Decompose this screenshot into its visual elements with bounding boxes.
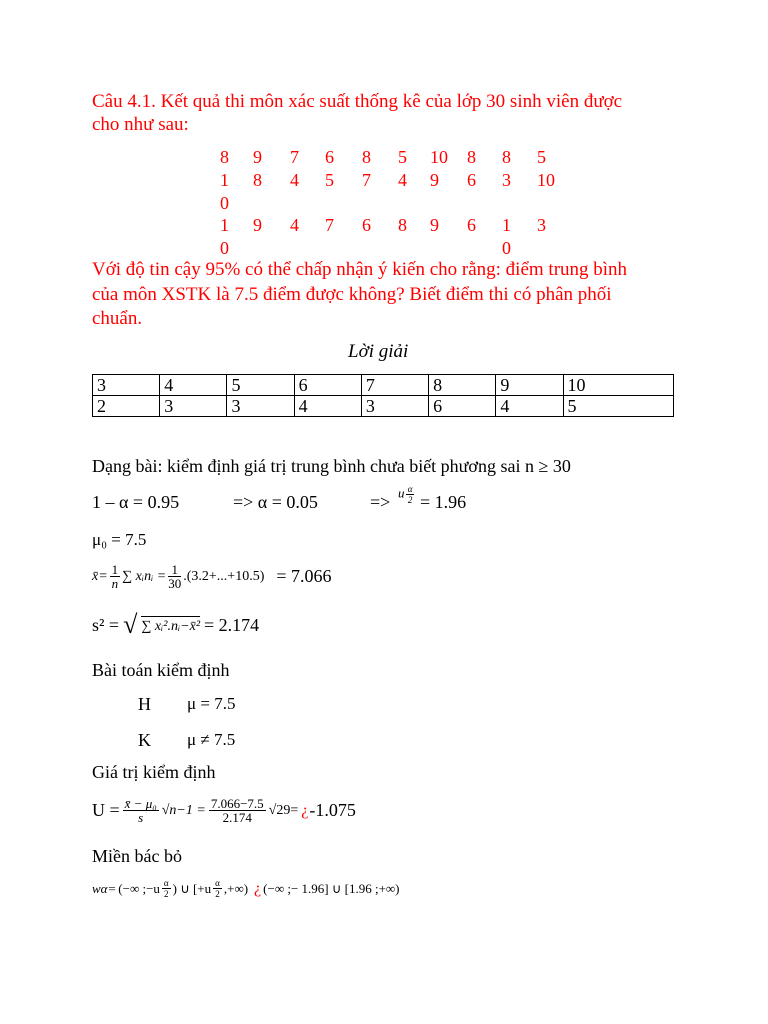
- u-symbol: [398, 484, 414, 505]
- data-value: 6: [325, 147, 334, 167]
- data-value: 9: [430, 215, 439, 235]
- table-cell: 3: [93, 375, 160, 396]
- table-cell: 4: [496, 396, 563, 417]
- table-cell: 10: [563, 375, 673, 396]
- mean-frac-1: [110, 563, 121, 590]
- table-cell: 4: [294, 396, 361, 417]
- table-cell: 6: [429, 396, 496, 417]
- statistic-sqrt-1: √n−1 =: [161, 802, 206, 818]
- frac-bottom: n: [111, 576, 119, 591]
- frequency-table: [92, 374, 674, 417]
- alpha-half-fraction: [406, 484, 415, 505]
- variance-lhs: s² =: [92, 614, 120, 635]
- data-value: 6: [467, 170, 476, 190]
- alpha-line-c: =>: [370, 492, 391, 512]
- data-value: 8: [502, 147, 511, 167]
- alpha-top: α: [215, 878, 220, 888]
- data-value: 4: [398, 170, 407, 190]
- mean-frac-2: [168, 563, 181, 590]
- table-cell: 3: [227, 396, 294, 417]
- w-part-3: ,+∞): [223, 880, 249, 896]
- statistic-sqrt-2: √29=: [268, 802, 299, 818]
- data-value: 7: [325, 215, 334, 235]
- alpha-top: α: [163, 878, 169, 888]
- data-value: 3: [537, 215, 546, 235]
- rejection-heading: Miền bác bỏ: [92, 846, 182, 866]
- variance-value: = 2.174: [204, 614, 260, 635]
- alpha-top: α: [407, 484, 413, 494]
- glitch-char: ¿: [301, 801, 309, 819]
- statistic-value: -1.075: [309, 800, 356, 820]
- data-value: 9: [430, 170, 439, 190]
- data-value: 9: [253, 147, 262, 167]
- w-lhs: wα=: [92, 880, 117, 896]
- table-row-values: [93, 375, 674, 396]
- problem-type: Dạng bài: kiểm định giá trị trung bình chưa biết phương sai n ≥ 30: [92, 456, 571, 476]
- data-value: 4: [290, 170, 299, 190]
- alpha-bottom: 2: [407, 495, 413, 505]
- variance-line: [92, 612, 259, 638]
- table-row-counts: [93, 396, 674, 417]
- table-cell: 2: [93, 396, 160, 417]
- data-value: 8: [362, 147, 371, 167]
- data-value: 5: [537, 147, 546, 167]
- frac-top: 7.066−7.5: [210, 796, 264, 811]
- mean-line: [92, 563, 332, 590]
- w-part-4: (−∞ ;− 1.96] ∪ [1.96 ;+∞): [263, 880, 400, 896]
- table-cell: 8: [429, 375, 496, 396]
- data-value: 10: [430, 147, 448, 167]
- frac-top: 1: [168, 563, 181, 577]
- hypothesis-k-label: K: [138, 730, 151, 750]
- hypothesis-h-label: H: [138, 694, 151, 714]
- problem-heading: Bài toán kiểm định: [92, 660, 230, 680]
- statistic-line: [92, 797, 356, 824]
- frac-bottom: 2.174: [222, 810, 252, 825]
- table-cell: 3: [361, 396, 428, 417]
- alpha-line-b: => α = 0.05: [233, 492, 318, 512]
- data-value: 8: [220, 147, 229, 167]
- variance-expr: ∑ xᵢ².nᵢ−x̄²: [141, 616, 200, 635]
- data-value: 9: [253, 215, 262, 235]
- table-cell: 4: [160, 375, 227, 396]
- data-value: 6: [362, 215, 371, 235]
- w-part-1: (−∞ ;−u: [118, 880, 160, 896]
- frac-bottom: 30: [168, 576, 182, 591]
- w-part-2: ) ∪ [+u: [172, 880, 212, 896]
- statistic-frac-1: [123, 797, 159, 824]
- glitch-char: ¿: [254, 879, 262, 897]
- data-value: 5: [325, 170, 334, 190]
- frac-top: x̄ − μ₀: [124, 796, 157, 811]
- table-cell: 6: [294, 375, 361, 396]
- question-line-2: cho như sau:: [92, 114, 189, 135]
- data-value: 1: [220, 215, 229, 235]
- table-cell: 9: [496, 375, 563, 396]
- statistic-frac-2: [209, 797, 266, 824]
- data-value: 0: [502, 238, 511, 258]
- question-line-4: của môn XSTK là 7.5 điểm được không? Biết điểm thi có phân phối: [92, 284, 612, 305]
- data-value: 5: [398, 147, 407, 167]
- table-cell: 5: [563, 396, 673, 417]
- alpha-value: = 1.96: [420, 492, 467, 512]
- table-cell: 3: [160, 396, 227, 417]
- u-letter: u: [398, 485, 405, 501]
- question-line-5: chuẩn.: [92, 308, 143, 329]
- data-value: 1: [220, 170, 229, 190]
- frac-top: 1: [111, 562, 119, 577]
- mean-expr: .(3.2+...+10.5): [183, 568, 265, 584]
- hypothesis-h-expr: μ = 7.5: [187, 694, 236, 713]
- data-value: 8: [467, 147, 476, 167]
- data-value: 8: [253, 170, 262, 190]
- table-cell: 5: [227, 375, 294, 396]
- mean-mid: ∑ xᵢnᵢ =: [122, 568, 167, 584]
- hypothesis-k-expr: μ ≠ 7.5: [187, 730, 236, 749]
- alpha-half-fraction: [213, 878, 222, 899]
- data-value: 10: [537, 170, 555, 190]
- question-line-3: Với độ tin cậy 95% có thể chấp nhận ý kiến cho rằng: điểm trung bình: [92, 259, 628, 280]
- data-value: 6: [467, 215, 476, 235]
- data-value: 0: [220, 193, 229, 213]
- statistic-lhs: U =: [92, 800, 120, 820]
- solution-title: Lời giải: [348, 341, 409, 362]
- data-value: 8: [398, 215, 407, 235]
- frac-bottom: s: [138, 810, 144, 825]
- rejection-region-line: [92, 878, 400, 899]
- alpha-bottom: 2: [215, 889, 220, 899]
- question-line-1: Câu 4.1. Kết quả thi môn xác suất thống kê của lớp 30 sinh viên được: [92, 91, 623, 112]
- mean-lhs: x̄=: [92, 568, 108, 584]
- test-heading: Giá trị kiểm định: [92, 762, 216, 782]
- data-value: 0: [220, 238, 229, 258]
- alpha-line-a: 1 – α = 0.95: [92, 492, 180, 512]
- table-cell: 7: [361, 375, 428, 396]
- data-value: 4: [290, 215, 299, 235]
- alpha-bottom: 2: [164, 889, 169, 899]
- mu0-line: μ₀ = 7.5: [92, 530, 147, 549]
- alpha-half-fraction: [162, 878, 171, 899]
- sqrt-icon: √: [123, 610, 138, 639]
- data-value: 3: [502, 170, 511, 190]
- data-value: 7: [362, 170, 371, 190]
- mean-value: = 7.066: [276, 566, 332, 586]
- data-value: 7: [290, 147, 299, 167]
- data-value: 1: [502, 215, 511, 235]
